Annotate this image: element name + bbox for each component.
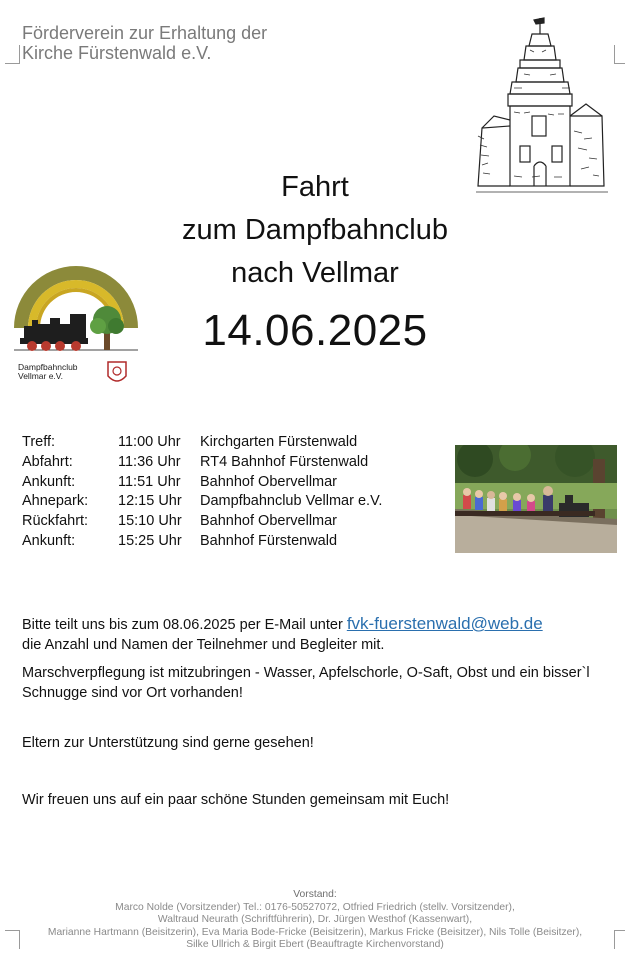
schedule-row: [22, 453, 442, 473]
schedule-table: [22, 433, 442, 552]
provisions-paragraph: [22, 664, 612, 703]
provisions-text-line1: Marschverpflegung ist mitzubringen - Wasser, Apfelschorle, O-Saft, Obst und ein bisser`l: [22, 665, 590, 681]
schedule-label: Ankunft:: [22, 473, 76, 490]
schedule-row: [22, 492, 442, 512]
dampfbahnclub-logo: [10, 258, 142, 390]
schedule-label: Treff:: [22, 434, 56, 450]
miniature-railway-photo: [455, 445, 617, 553]
schedule-label: Ahnepark:: [22, 493, 89, 510]
schedule-time: 11:00 Uhr: [118, 434, 181, 450]
schedule-label: Ankunft:: [22, 532, 76, 549]
schedule-time: 12:15 Uhr: [118, 493, 182, 510]
schedule-time: 15:10 Uhr: [118, 513, 182, 530]
footer-line: Silke Ullrich & Birgit Ebert (Beauftragte Kirchenvorstand): [186, 939, 444, 950]
schedule-label: Abfahrt:: [22, 453, 73, 470]
logo-text-line1: Dampfbahnclub: [18, 362, 78, 372]
crop-mark-top-right: [614, 45, 625, 64]
footer-line: Marco Nolde (Vorsitzender) Tel.: 0176-50527072, Otfried Friedrich (stellv. Vorsitzender),: [115, 901, 515, 913]
schedule-time: 15:25 Uhr: [118, 532, 182, 549]
registration-text-line2: die Anzahl und Namen der Teilnehmer und Begleiter mit.: [22, 636, 385, 653]
schedule-row: [22, 532, 442, 552]
email-link[interactable]: fvk-fuerstenwald@web.de: [346, 614, 543, 633]
crop-mark-top-left: [5, 45, 20, 64]
coat-of-arms-icon: [108, 362, 126, 381]
footer-heading: Vorstand:: [293, 889, 337, 900]
schedule-place: Dampfbahnclub Vellmar e.V.: [200, 493, 383, 510]
registration-paragraph: [22, 614, 612, 655]
schedule-place: Bahnhof Obervellmar: [200, 513, 338, 530]
footer-line: Waltraud Neurath (Schriftführerin), Dr. Jürgen Westhof (Kassenwart),: [157, 914, 473, 925]
schedule-place: Bahnhof Obervellmar: [200, 473, 338, 490]
schedule-label: Rückfahrt:: [22, 513, 89, 530]
title-line-1: Fahrt: [281, 171, 349, 203]
board-footer: [0, 889, 630, 952]
closing-paragraph: Wir freuen uns auf ein paar schöne Stunden gemeinsam mit Euch!: [22, 792, 450, 808]
schedule-place: Kirchgarten Fürstenwald: [200, 434, 358, 450]
schedule-row: [22, 512, 442, 532]
organization-name-line1: Förderverein zur Erhaltung der: [22, 23, 268, 43]
schedule-time: 11:36 Uhr: [118, 453, 181, 470]
logo-text-line2: Vellmar e.V.: [18, 371, 64, 381]
title-line-2: zum Dampfbahnclub: [182, 214, 448, 246]
event-date: 14.06.2025: [202, 306, 428, 355]
title-line-3: nach Vellmar: [231, 257, 399, 289]
provisions-text-line2: Schnugge sind vor Ort vorhanden!: [22, 684, 243, 701]
organization-name: [22, 23, 267, 63]
schedule-time: 11:51 Uhr: [118, 473, 181, 490]
organization-name-line2: Kirche Fürstenwald e.V.: [22, 43, 212, 63]
schedule-row: [22, 473, 442, 493]
schedule-row: [22, 433, 442, 453]
footer-line: Marianne Hartmann (Beisitzerin), Eva Maria Bode-Fricke (Beisitzerin), Markus Fricke (Beisitzer), Nils Tolle (Beisitzer),: [47, 926, 583, 938]
schedule-place: Bahnhof Fürstenwald: [200, 532, 338, 549]
registration-text: Bitte teilt uns bis zum 08.06.2025 per E-Mail unter: [22, 617, 347, 633]
schedule-place: RT4 Bahnhof Fürstenwald: [200, 453, 369, 470]
parents-paragraph: Eltern zur Unterstützung sind gerne gesehen!: [22, 735, 314, 751]
